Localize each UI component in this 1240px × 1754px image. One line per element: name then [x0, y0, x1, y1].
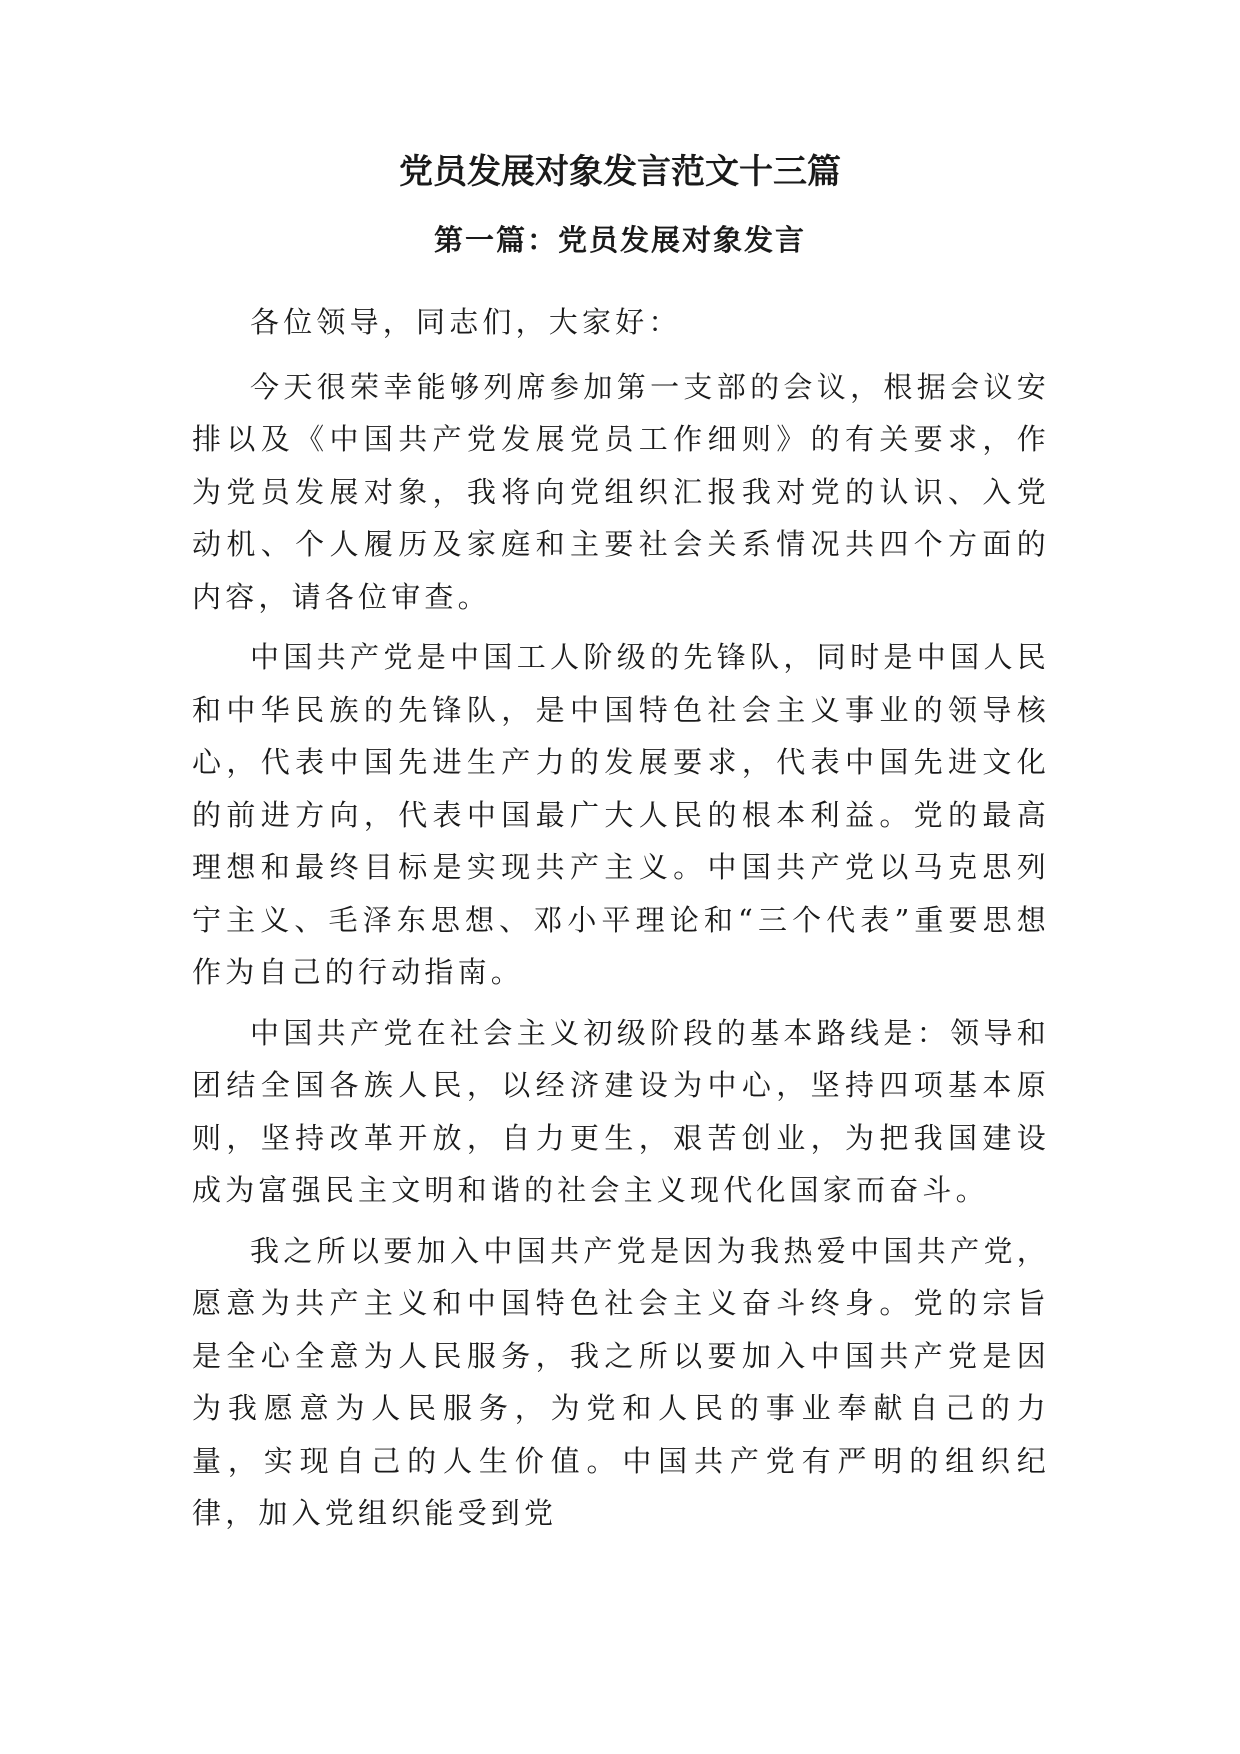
paragraph-basic-line: 中国共产党在社会主义初级阶段的基本路线是：领导和团结全国各族人民，以经济建设为中心，坚持四项基本原则，坚持改革开放，自力更生，艰苦创业，为把我国建设成为富强民主文明和谐的社会主义现代化国家而奋斗。 — [192, 1015, 1050, 1207]
paragraph-introduction: 今天很荣幸能够列席参加第一支部的会议，根据会议安排以及《中国共产党发展党员工作细则》的有关要求，作为党员发展对象，我将向党组织汇报我对党的认识、入党动机、个人履历及家庭和主要社会关系情况共四个方面的内容，请各位审查。 — [192, 369, 1050, 614]
paragraph-greeting: 各位领导，同志们，大家好： — [250, 305, 682, 339]
document-body — [192, 296, 1050, 1548]
paragraph-motivation: 我之所以要加入中国共产党是因为我热爱中国共产党，愿意为共产主义和中国特色社会主义奋斗终身。党的宗旨是全心全意为人民服务，我之所以要加入中国共产党是因为我愿意为人民服务，为党和人民的事业奉献自己的力量，实现自己的人生价值。中国共产党有严明的组织纪律，加入党组织能受到党 — [192, 1233, 1050, 1530]
document-title: 党员发展对象发言范文十三篇 — [399, 152, 841, 192]
section-title: 第一篇：党员发展对象发言 — [433, 223, 806, 257]
paragraph-party-nature: 中国共产党是中国工人阶级的先锋队，同时是中国人民和中华民族的先锋队，是中国特色社会主义事业的领导核心，代表中国先进生产力的发展要求，代表中国先进文化的前进方向，代表中国最广大人民的根本利益。党的最高理想和最终目标是实现共产主义。中国共产党以马克思列宁主义、毛泽东思想、邓小平理论和“三个代表”重要思想作为自己的行动指南。 — [192, 640, 1050, 989]
